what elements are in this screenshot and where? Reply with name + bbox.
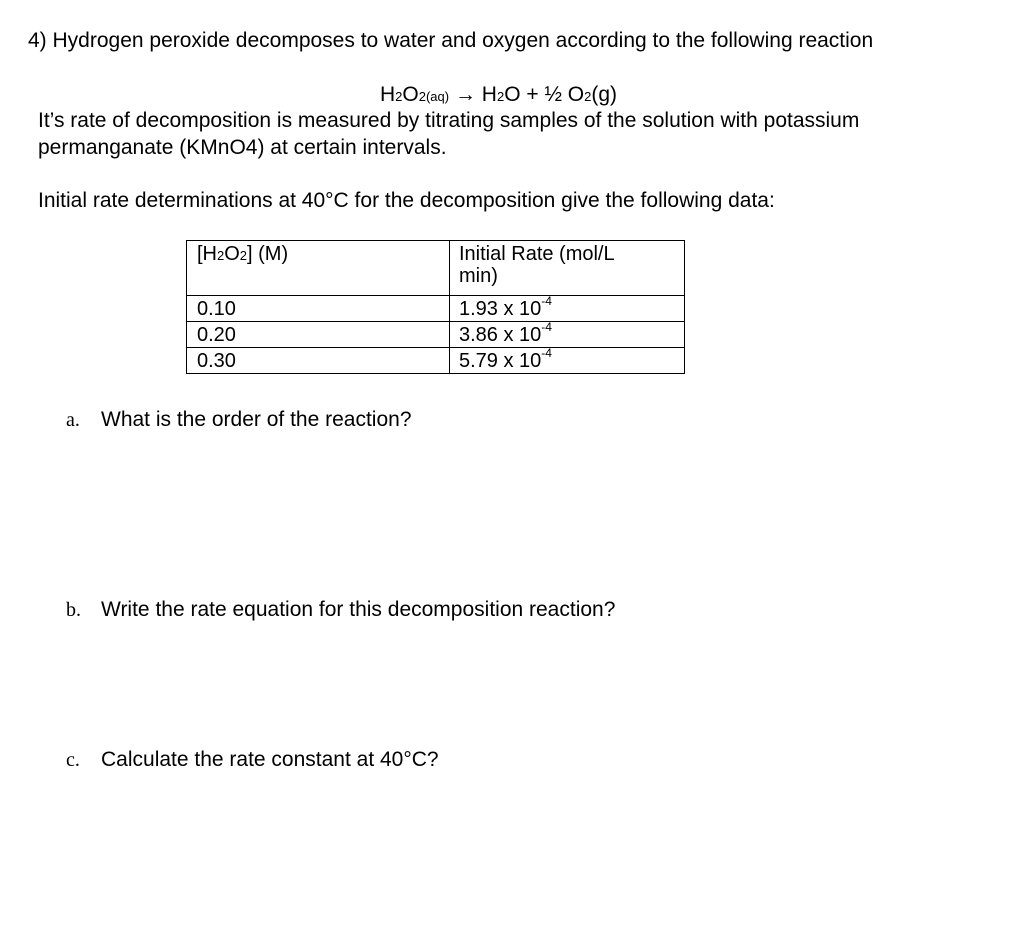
eq-product2-sub: 2	[584, 89, 592, 104]
rate-value: 3.86 x 10	[459, 324, 542, 346]
rate-exponent: -4	[541, 294, 552, 309]
reaction-equation	[380, 83, 617, 109]
table-row	[187, 348, 685, 374]
header-col1-sub1: 2	[217, 248, 225, 263]
header-col2-line2: min)	[459, 265, 498, 287]
question-letter: b.	[66, 599, 81, 621]
eq-reactant-sub2: 2(aq)	[418, 89, 450, 104]
header-initial-rate	[450, 241, 685, 296]
question-letter: a.	[66, 409, 80, 431]
description-line-2: permanganate (KMnO4) at certain intervals.	[38, 136, 447, 159]
question-text: Calculate the rate constant at 40°C?	[101, 748, 439, 771]
cell-rate	[450, 348, 685, 374]
header-col1-post: ] (M)	[247, 243, 289, 265]
data-intro: Initial rate determinations at 40°C for the decomposition give the following data:	[38, 189, 775, 212]
header-col1-mid: O	[224, 243, 240, 265]
eq-product2-end: (g)	[591, 83, 618, 106]
eq-reactant-mid: O	[402, 83, 419, 106]
question-text: What is the order of the reaction?	[101, 408, 412, 431]
question-a	[66, 408, 412, 432]
rate-value: 1.93 x 10	[459, 298, 542, 320]
table-row	[187, 296, 685, 322]
cell-concentration: 0.30	[187, 348, 450, 374]
header-col2-line1: Initial Rate (mol/L	[459, 243, 615, 265]
cell-concentration: 0.10	[187, 296, 450, 322]
cell-rate	[450, 322, 685, 348]
header-col1-pre: [H	[197, 243, 217, 265]
question-text: Write the rate equation for this decomposition reaction?	[101, 598, 616, 621]
description-line-1: It’s rate of decomposition is measured by titrating samples of the solution with potassium	[38, 109, 860, 132]
problem-title: 4) Hydrogen peroxide decomposes to water and oxygen according to the following reaction	[28, 29, 874, 52]
table-row	[187, 322, 685, 348]
eq-product1-sub: 2	[496, 89, 505, 104]
eq-product1-end: O + ½ O	[504, 83, 585, 106]
header-concentration	[187, 241, 450, 296]
cell-rate	[450, 296, 685, 322]
eq-reactant: H	[380, 83, 396, 106]
rate-value: 5.79 x 10	[459, 350, 542, 372]
rate-exponent: -4	[541, 320, 552, 335]
eq-product1: H	[481, 83, 497, 106]
rate-data-table	[186, 240, 685, 374]
question-b	[66, 598, 615, 622]
eq-reactant-sub1: 2	[395, 89, 403, 104]
cell-concentration: 0.20	[187, 322, 450, 348]
rate-exponent: -4	[541, 346, 552, 361]
question-c	[66, 748, 439, 772]
table-header-row	[187, 241, 685, 296]
question-letter: c.	[66, 749, 80, 771]
header-col1-sub2: 2	[239, 248, 248, 263]
eq-arrow: →	[449, 83, 482, 106]
